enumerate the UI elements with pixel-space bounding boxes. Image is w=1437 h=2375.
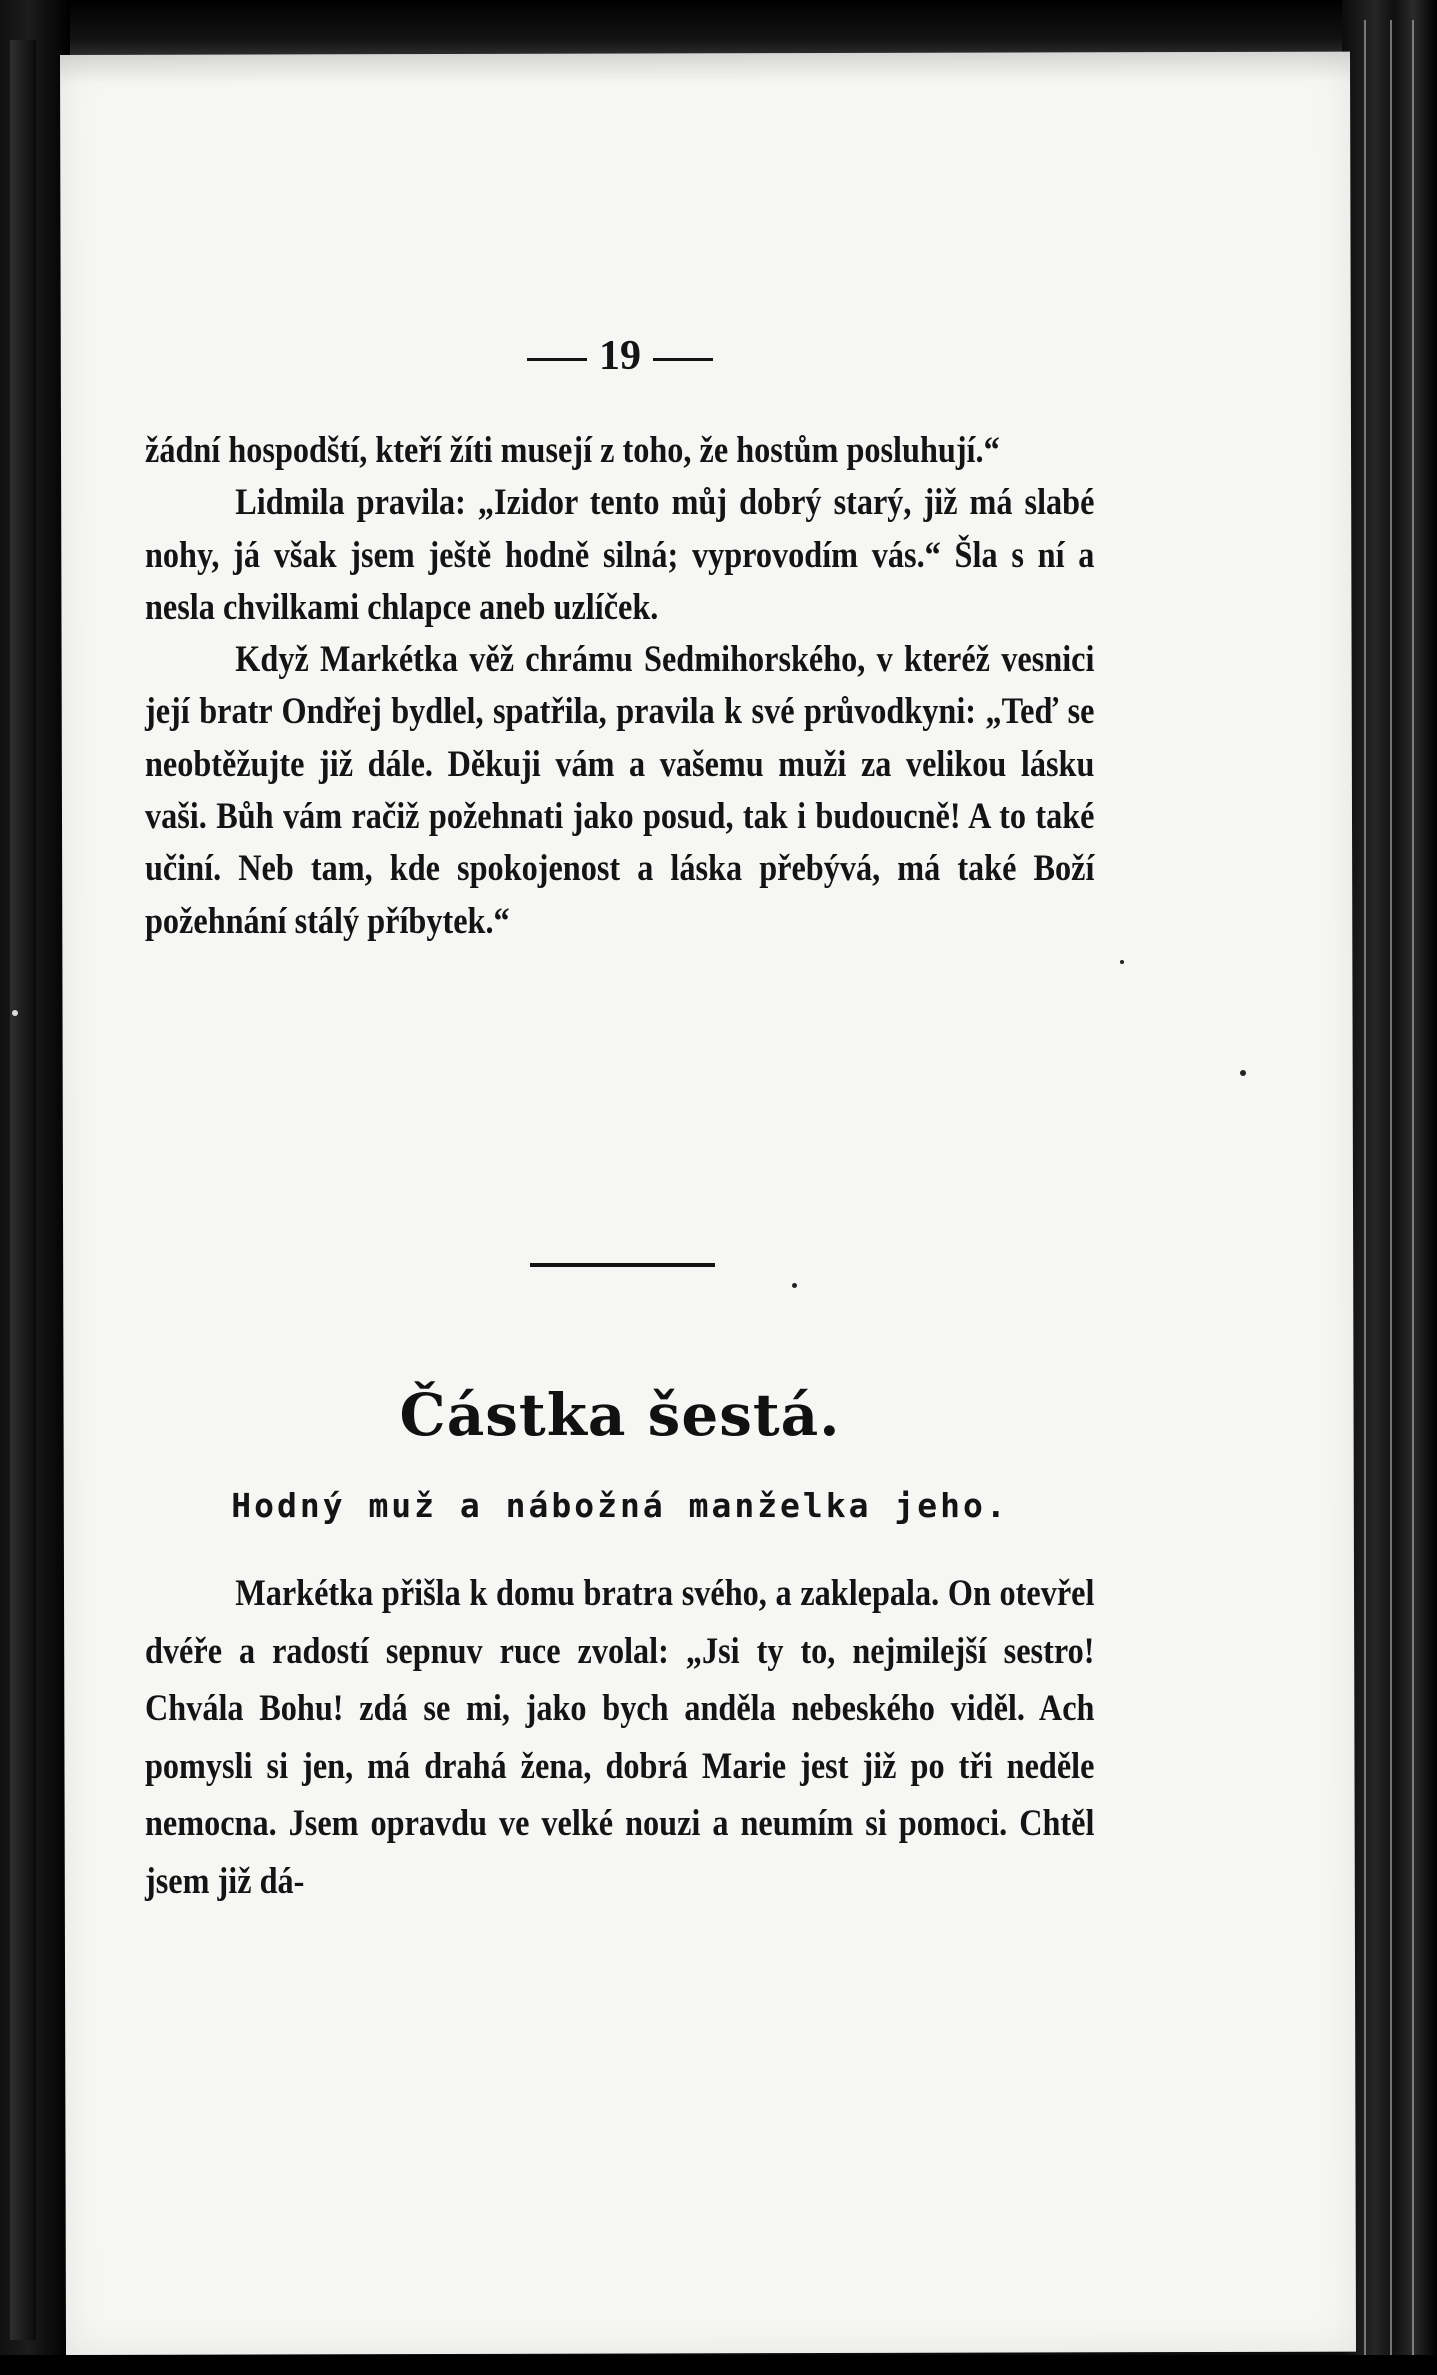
page-number-dash-left [527, 358, 587, 361]
page-edge-line [1390, 20, 1392, 2360]
page-number [495, 330, 745, 382]
right-page-stack [1342, 0, 1437, 2375]
top-scan-border [0, 0, 1437, 55]
paragraph: Markétka přišla k domu bratra svého, a zaklepala. On otevřel dvéře a radostí sepnuv ruce zvolal: „Jsi ty to, nejmilejší sestro! Chvála Bohu! zdá se mi, jako bych anděla nebeského viděl. Ach pomysli si jen, má drahá žena, dobrá Marie jest již po tři neděle nemocna. Jsem opravdu ve velké nouzi a neumím si pomoci. Chtěl jsem již dá- [145, 1573, 1095, 1902]
body-text-top [145, 425, 1095, 948]
chapter-subtitle: Hodný muž a nábožná manželka jeho. [231, 1486, 1009, 1525]
page-edge-line [1412, 20, 1414, 2360]
page-number-value: 19 [599, 333, 641, 379]
paper-page [60, 52, 1356, 2355]
section-separator [530, 1263, 715, 1267]
left-page-edge-shadow [10, 40, 36, 2340]
paragraph: Lidmila pravila: „Izidor tento můj dobrý starý, již má slabé nohy, já však jsem ještě hodně silná; vyprovodím vás.“ Šla s ní a nesla chvilkami chlapce aneb uzlíček. [145, 482, 1095, 628]
paper-speck [792, 1283, 797, 1288]
paragraph: Když Markétka věž chrámu Sedmihorského, v kteréž vesnici její bratr Ondřej bydlel, spatřila, pravila k své průvodkyni: „Teď se neobtěžujte již dále. Děkuji vám a vašemu muži za velikou lásku vaši. Bůh vám račiž požehnati jako posud, tak i budoucně! A to také učiní. Neb tam, kde spokojenost a láska přebývá, má také Boží požehnání stálý příbytek.“ [145, 639, 1095, 942]
paper-speck [1120, 960, 1124, 964]
paper-speck [12, 1010, 18, 1016]
paragraph: žádní hospodští, kteří žíti musejí z toho, že hostům posluhují.“ [145, 430, 1000, 471]
page-edge-line [1364, 20, 1366, 2360]
body-text-bottom [145, 1565, 1095, 1911]
chapter-title: Částka šestá. [399, 1381, 841, 1449]
page-number-dash-right [653, 358, 713, 361]
bottom-scan-border [0, 2355, 1437, 2375]
paper-speck [1240, 1070, 1246, 1076]
